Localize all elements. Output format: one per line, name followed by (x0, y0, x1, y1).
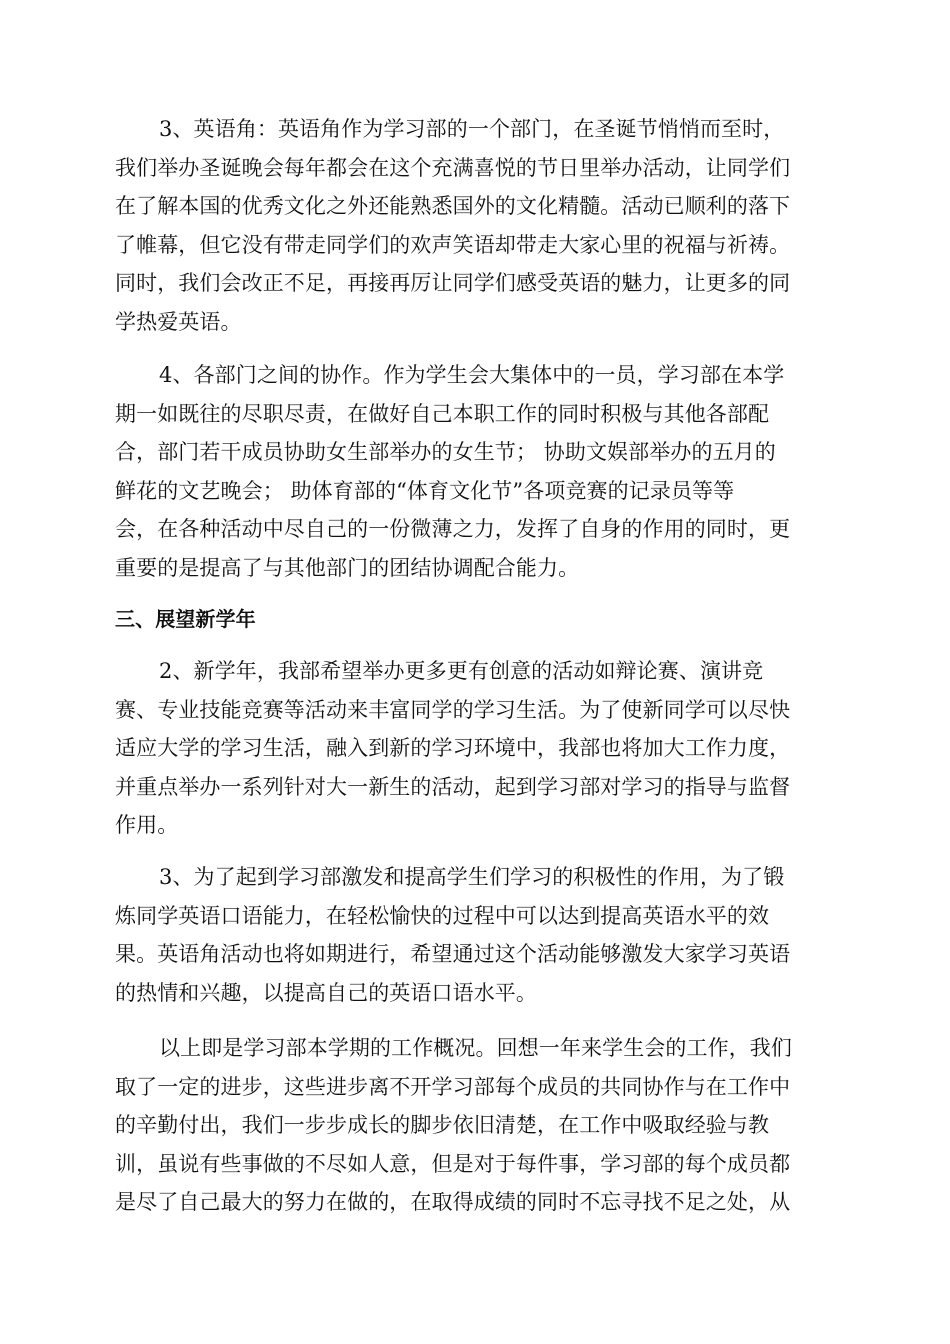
text-line: 合，部门若干成员协助女生部举办的女生节； 协助文娱部举办的五月的 (115, 440, 776, 464)
text-line: 的热情和兴趣，以提高自己的英语口语水平。 (115, 980, 537, 1005)
text-line: 赛、专业技能竞赛等活动来丰富同学的学习生活。为了使新同学可以尽快 (115, 697, 791, 722)
text-line: 3、英语角：英语角作为学习部的一个部门，在圣诞节悄悄而至时， (159, 117, 785, 141)
text-line: 作用。 (115, 813, 179, 837)
text-line: 2、新学年，我部希望举办更多更有创意的活动如辩论赛、演讲竞 (159, 659, 764, 683)
paragraph-english-activity (115, 858, 835, 1012)
text-line: 是尽了自己最大的努力在做的，在取得成绩的同时不忘寻找不足之处，从 (115, 1190, 791, 1214)
text-line: 鲜花的文艺晚会； 助体育部的“体育文化节”各项竞赛的记录员等等 (115, 478, 735, 503)
text-line: 重要的是提高了与其他部门的团结协调配合能力。 (115, 555, 580, 580)
text-line: 我们举办圣诞晚会每年都会在这个充满喜悦的节日里举办活动，让同学们 (115, 155, 791, 180)
text-line: 取了一定的进步，这些进步离不开学习部每个成员的共同协作与在工作中 (115, 1074, 791, 1099)
paragraph-cooperation (115, 356, 835, 587)
text-line: 学热爱英语。 (115, 309, 242, 334)
text-line: 4、各部门之间的协作。作为学生会大集体中的一员，学习部在本学 (159, 363, 785, 387)
text-line: 在了解本国的优秀文化之外还能熟悉国外的文化精髓。活动已顺利的落下 (115, 194, 791, 218)
text-line: 果。英语角活动也将如期进行，希望通过这个活动能够激发大家学习英语 (115, 942, 791, 966)
text-line: 3、为了起到学习部激发和提高学生们学习的积极性的作用，为了锻 (159, 865, 785, 889)
section-heading (115, 600, 835, 639)
heading-text: 三、展望新学年 (115, 607, 256, 631)
text-line: 同时，我们会改正不足，再接再厉让同学们感受英语的魅力，让更多的同 (115, 271, 791, 295)
text-line: 炼同学英语口语能力，在轻松愉快的过程中可以达到提高英语水平的效 (115, 903, 770, 928)
text-line: 的辛勤付出，我们一步步成长的脚步依旧清楚，在工作中吸取经验与教 (115, 1113, 770, 1137)
text-line: 了帷幕，但它没有带走同学们的欢声笑语却带走大家心里的祝福与祈祷。 (115, 232, 791, 257)
text-line: 期一如既往的尽职尽责，在做好自己本职工作的同时积极与其他各部配 (115, 401, 770, 426)
paragraph-summary (115, 1029, 835, 1222)
paragraph-english-corner (115, 110, 835, 341)
text-line: 适应大学的学习生活，融入到新的学习环境中，我部也将加大工作力度， (115, 736, 791, 760)
paragraph-new-year-activities (115, 652, 835, 845)
text-line: 以上即是学习部本学期的工作概况。回想一年来学生会的工作，我们 (159, 1036, 792, 1060)
text-line: 训，虽说有些事做的不尽如人意，但是对于每件事，学习部的每个成员都 (115, 1151, 791, 1176)
text-line: 并重点举办一系列针对大一新生的活动，起到学习部对学习的指导与监督 (115, 774, 791, 799)
text-line: 会，在各种活动中尽自己的一份微薄之力，发挥了自身的作用的同时，更 (115, 517, 791, 541)
